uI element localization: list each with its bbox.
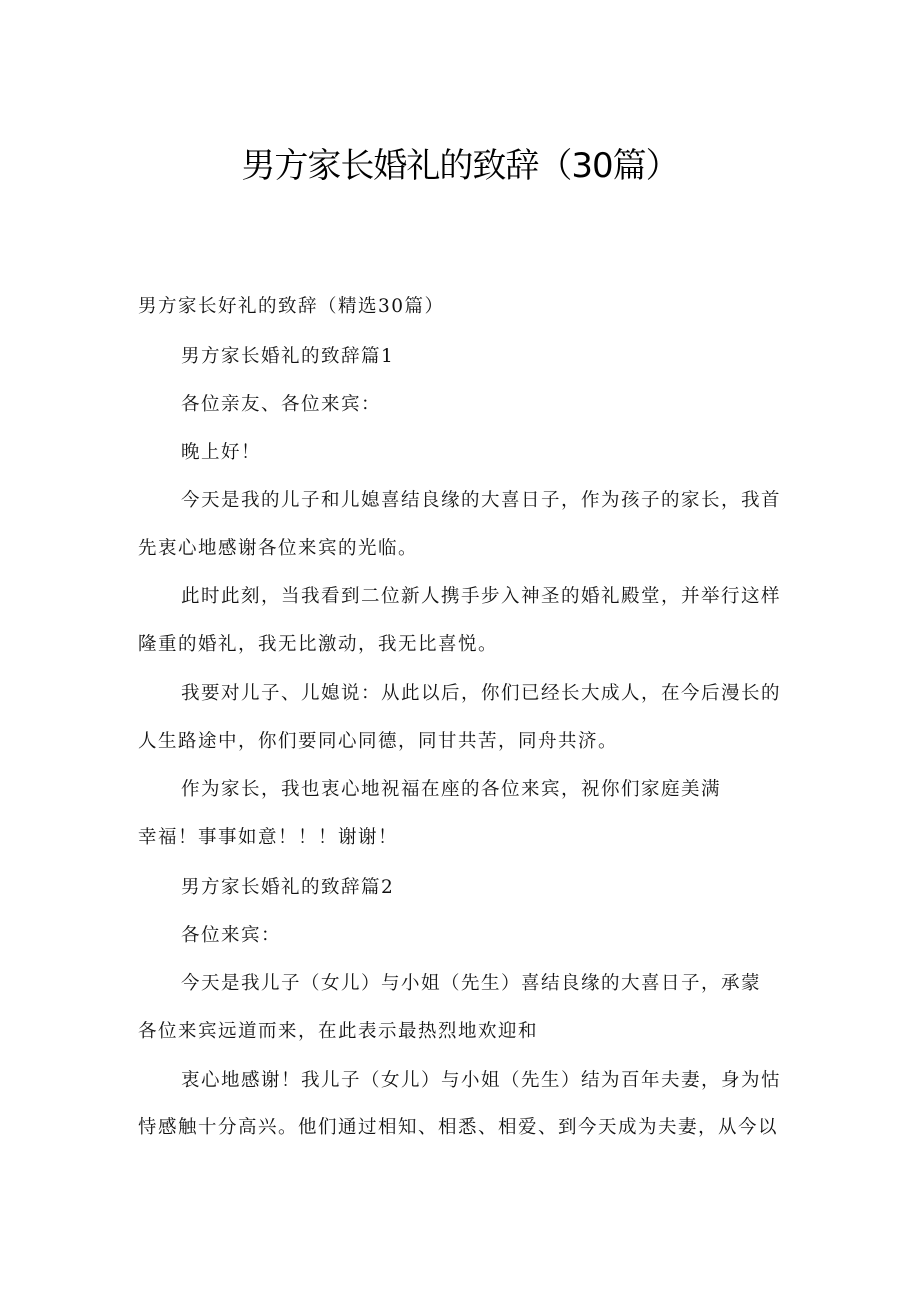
greeting-line: 晚上好！ — [181, 442, 262, 463]
paragraph-line: 今天是我的儿子和儿媳喜结良缘的大喜日子，作为孩子的家长，我首 — [181, 490, 782, 511]
paragraph-line: 我要对儿子、儿媳说：从此以后，你们已经长大成人，在今后漫长的 — [181, 683, 782, 704]
paragraph-line: 各位来宾远道而来，在此表示最热烈地欢迎和 — [138, 1021, 539, 1042]
paragraph-line: 今天是我儿子（女儿）与小姐（先生）喜结良缘的大喜日子，承蒙 — [181, 973, 762, 994]
paragraph-line: 衷心地感谢！我儿子（女儿）与小姐（先生）结为百年夫妻，身为怙 — [181, 1070, 782, 1091]
subtitle-line: 男方家长好礼的致辞（精选30篇） — [138, 296, 445, 317]
paragraph-line: 先衷心地感谢各位来宾的光临。 — [138, 538, 419, 559]
paragraph-line: 恃感触十分高兴。他们通过相知、相悉、相爱、到今天成为夫妻，从今以 — [138, 1117, 779, 1138]
paragraph-line: 作为家长，我也衷心地祝福在座的各位来宾，祝你们家庭美满 — [181, 779, 722, 800]
section-heading-2: 男方家长婚礼的致辞篇2 — [181, 877, 395, 898]
document-title: 男方家长婚礼的致辞（30篇） — [241, 146, 679, 186]
paragraph-line: 隆重的婚礼，我无比激动，我无比喜悦。 — [138, 634, 499, 655]
salutation-line: 各位来宾： — [181, 925, 282, 946]
paragraph-line: 幸福！事事如意！！！谢谢！ — [138, 827, 399, 848]
paragraph-line: 人生路途中，你们要同心同德，同甘共苦，同舟共济。 — [138, 731, 619, 752]
paragraph-line: 此时此刻，当我看到二位新人携手步入神圣的婚礼殿堂，并举行这样 — [181, 586, 782, 607]
section-heading-1: 男方家长婚礼的致辞篇1 — [181, 346, 395, 367]
salutation-line: 各位亲友、各位来宾： — [181, 394, 382, 415]
